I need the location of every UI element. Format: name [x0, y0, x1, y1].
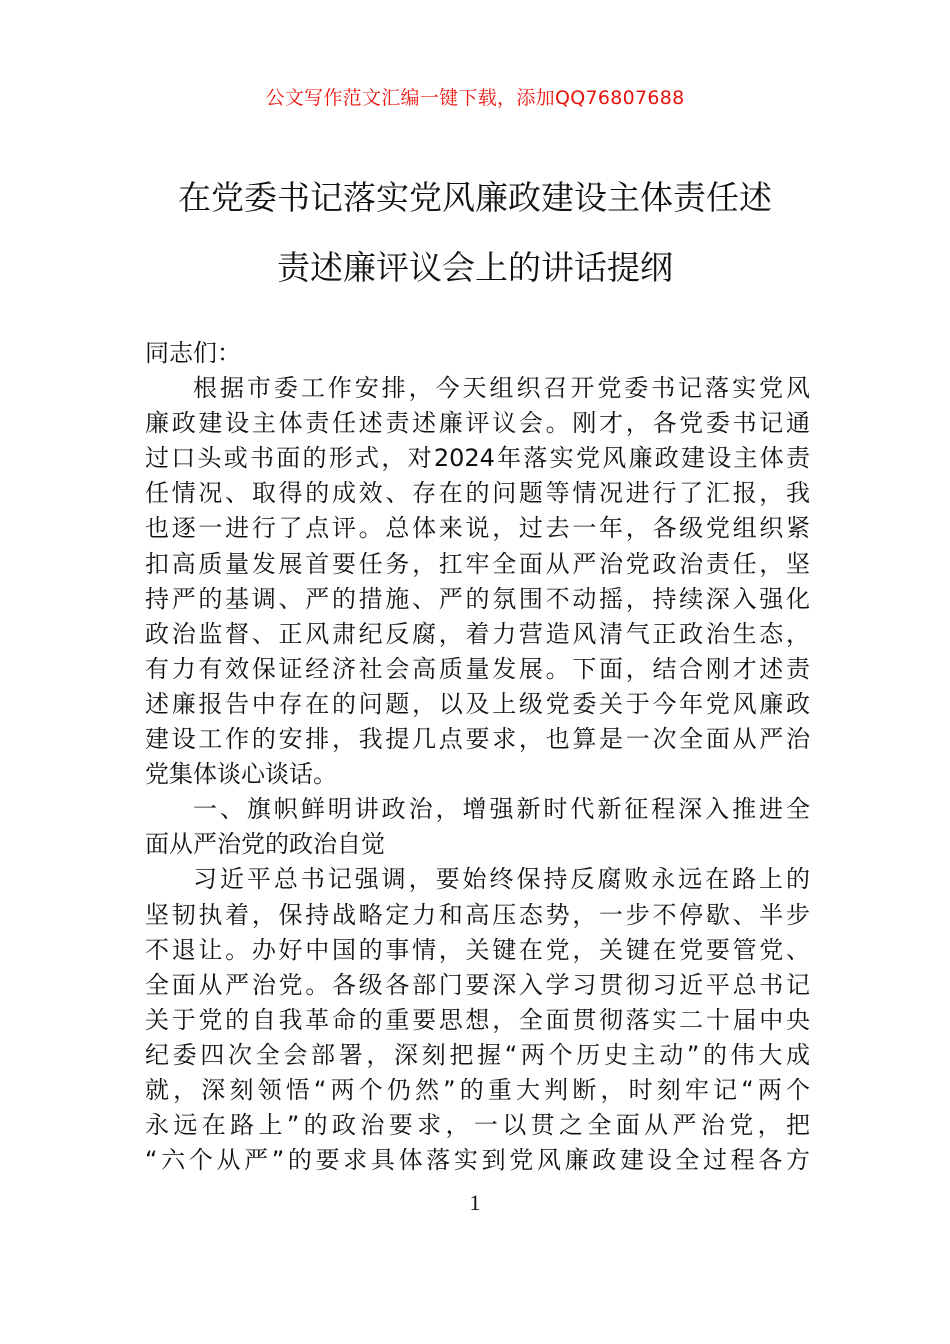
paragraph-line: 坚韧执着，保持战略定力和高压态势，一步不停歇、半步 [145, 900, 810, 929]
document-title-line-1: 在党委书记落实党风廉政建设主体责任述 [178, 178, 772, 217]
paragraph-line: 就，深刻领悟“两个仍然”的重大判断，时刻牢记“两个 [145, 1075, 810, 1104]
paragraph-line: 根据市委工作安排，今天组织召开党委书记落实党风 [193, 374, 810, 403]
paragraph-line: 党集体谈心谈话。 [145, 760, 337, 789]
page-number: 1 [469, 1190, 481, 1215]
paragraph-line: 过口头或书面的形式，对2024年落实党风廉政建设主体责 [145, 444, 810, 473]
paragraph-line: 建设工作的安排，我提几点要求，也算是一次全面从严治 [145, 725, 810, 754]
paragraph-line: 纪委四次全会部署，深刻把握“两个历史主动”的伟大成 [145, 1040, 810, 1069]
paragraph-line: 习近平总书记强调，要始终保持反腐败永远在路上的 [193, 865, 810, 894]
paragraph-line: 廉政建设主体责任述责述廉评议会。刚才，各党委书记通 [145, 409, 810, 438]
paragraph-line: 述廉报告中存在的问题，以及上级党委关于今年党风廉政 [145, 689, 810, 718]
download-banner: 公文写作范文汇编一键下载，添加QQ76807688 [265, 87, 685, 109]
section-heading-line: 一、旗帜鲜明讲政治，增强新时代新征程深入推进全 [193, 795, 810, 824]
document-body [145, 336, 810, 1178]
salutation: 同志们： [145, 339, 241, 367]
paragraph-line: 扣高质量发展首要任务，扛牢全面从严治党政治责任，坚 [145, 549, 810, 578]
paragraph-line: 有力有效保证经济社会高质量发展。下面，结合刚才述责 [145, 654, 810, 683]
paragraph-line: 不退让。办好中国的事情，关键在党，关键在党要管党、 [145, 935, 810, 964]
paragraph-line: “六个从严”的要求具体落实到党风廉政建设全过程各方 [145, 1146, 810, 1175]
paragraph-line: 持严的基调、严的措施、严的氛围不动摇，持续深入强化 [145, 584, 810, 613]
section-heading-line: 面从严治党的政治自觉 [145, 830, 385, 859]
paragraph-line: 关于党的自我革命的重要思想，全面贯彻落实二十届中央 [145, 1005, 810, 1034]
paragraph-line: 永远在路上”的政治要求，一以贯之全面从严治党，把 [145, 1111, 810, 1140]
paragraph-line: 任情况、取得的成效、存在的问题等情况进行了汇报，我 [145, 479, 810, 508]
paragraph-line: 全面从严治党。各级各部门要深入学习贯彻习近平总书记 [145, 970, 810, 999]
paragraph-line: 政治监督、正风肃纪反腐，着力营造风清气正政治生态， [145, 619, 810, 648]
paragraph-line: 也逐一进行了点评。总体来说，过去一年，各级党组织紧 [145, 514, 810, 543]
document-title-line-2: 责述廉评议会上的讲话提纲 [277, 248, 673, 287]
